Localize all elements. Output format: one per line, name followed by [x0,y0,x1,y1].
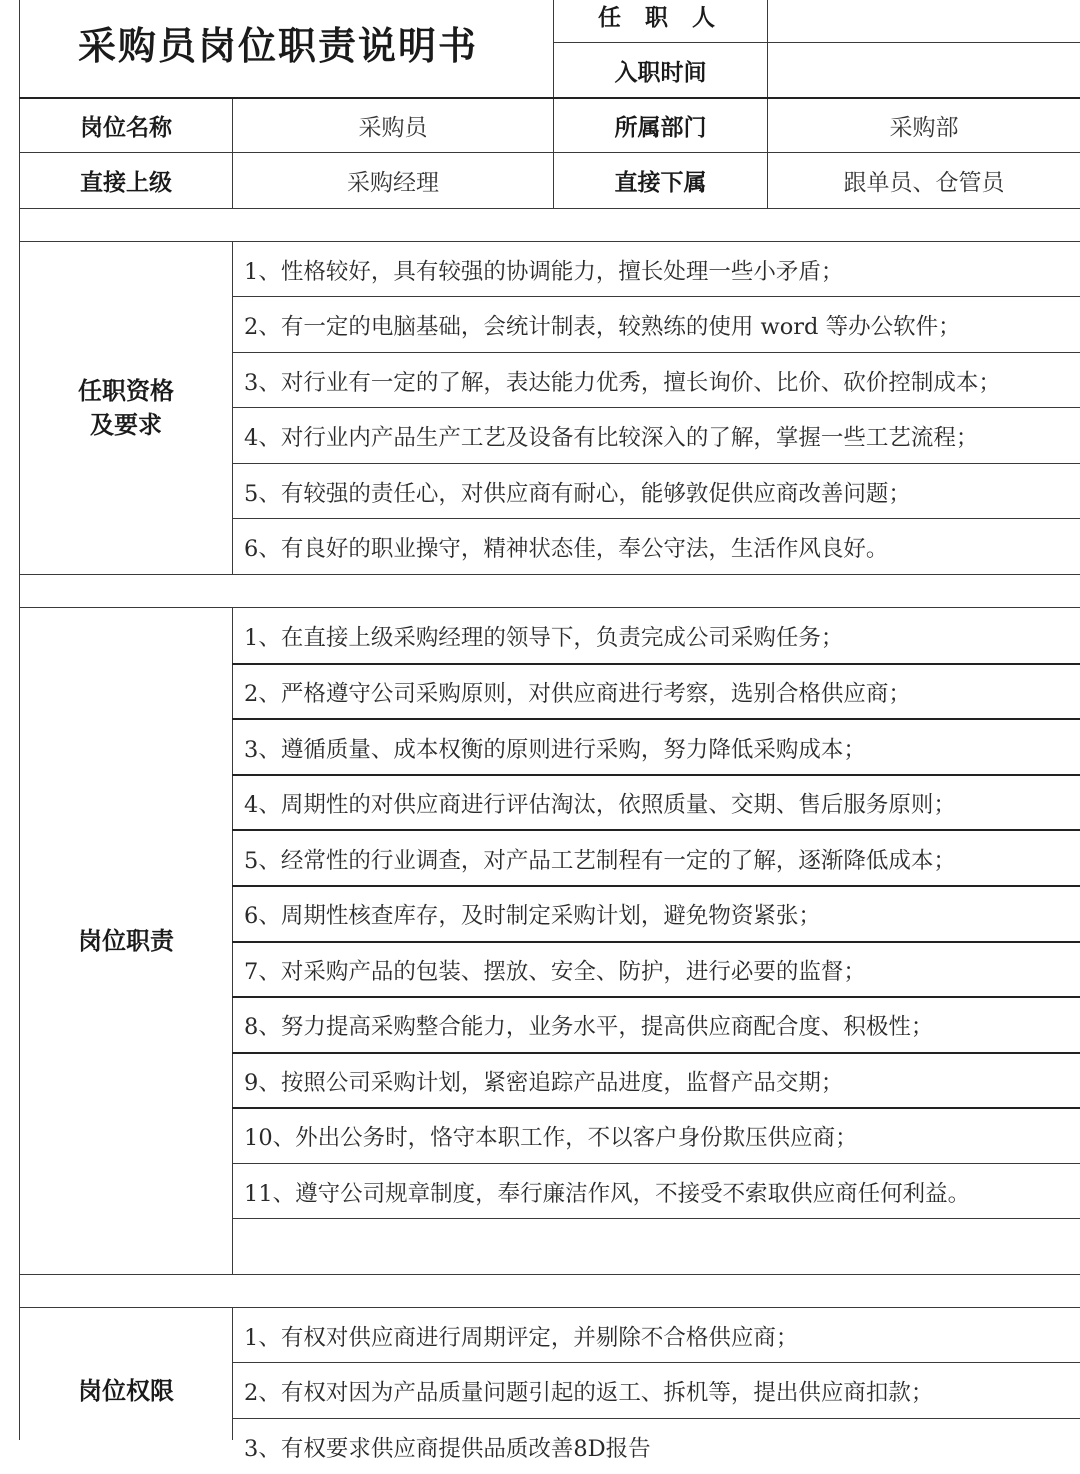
qualification-item: 4、对行业内产品生产工艺及设备有比较深入的了解，掌握一些工艺流程； [244,424,979,451]
qualification-item: 1、性格较好，具有较强的协调能力，擅长处理一些小矛盾； [244,258,844,285]
qualifications-label [20,242,232,574]
qualification-item: 2、有一定的电脑基础，会统计制表，较熟练的使用 word 等办公软件； [244,313,961,340]
duty-item: 6、周期性核查库存，及时制定采购计划，避免物资紧张； [244,902,821,929]
position-name-value: 采购员 [358,115,428,141]
authority-item: 1、有权对供应商进行周期评定，并剔除不合格供应商； [244,1324,799,1351]
direct-superior-label: 直接上级 [80,169,172,196]
duty-item: 2、严格遵守公司采购原则，对供应商进行考察，选别合格供应商； [244,680,911,707]
authority-item: 3、有权要求供应商提供品质改善8D报告 [244,1435,651,1462]
duty-item: 7、对采购产品的包装、摆放、安全、防护，进行必要的监督； [244,958,866,985]
duty-item: 8、努力提高采购整合能力，业务水平，提高供应商配合度、积极性； [244,1013,934,1040]
duty-item: 10、外出公务时，恪守本职工作，不以客户身份欺压供应商； [244,1124,858,1151]
qualifications-label-line1: 任职资格 [78,376,174,405]
holder-value[interactable] [768,0,1080,42]
authority-item: 2、有权对因为产品质量问题引起的返工、拆机等，提出供应商扣款； [244,1379,934,1406]
holder-label: 任 职 人 [597,3,723,31]
duty-item: 4、周期性的对供应商进行评估淘汰，依照质量、交期、售后服务原则； [244,791,956,818]
duties-label: 岗位职责 [78,926,174,955]
qualifications-label-line2: 及要求 [90,410,162,439]
grid-line [19,208,1080,209]
grid-line [19,1274,1080,1275]
qualification-item: 3、对行业有一定的了解，表达能力优秀，擅长询价、比价、砍价控制成本； [244,369,1001,396]
department-value: 采购部 [889,115,959,141]
authority-label: 岗位权限 [78,1375,174,1405]
qualification-item: 6、有良好的职业操守，精神状态佳，奉公守法，生活作风良好。 [244,535,889,562]
direct-subordinate-value: 跟单员、仓管员 [843,170,1005,196]
qualification-item: 5、有较强的责任心，对供应商有耐心，能够敦促供应商改善问题； [244,480,911,507]
department-label: 所属部门 [614,114,707,141]
join-date-value[interactable] [768,43,1080,97]
duty-item: 9、按照公司采购计划，紧密追踪产品进度，监督产品交期； [244,1069,844,1096]
grid-line [19,574,1080,575]
document-title: 采购员岗位职责说明书 [78,23,479,68]
duty-item: 1、在直接上级采购经理的领导下，负责完成公司采购任务； [244,624,844,651]
direct-superior-value: 采购经理 [347,170,439,196]
position-name-label: 岗位名称 [80,114,172,141]
duty-item: 11、遵守公司规章制度，奉行廉洁作风，不接受不索取供应商任何利益。 [244,1180,971,1207]
direct-subordinate-label: 直接下属 [614,169,707,196]
grid-line [232,1307,233,1440]
duty-item: 3、遵循质量、成本权衡的原则进行采购，努力降低采购成本； [244,736,866,763]
join-date-label: 入职时间 [614,58,707,86]
duty-item: 5、经常性的行业调查，对产品工艺制程有一定的了解，逐渐降低成本； [244,847,956,874]
